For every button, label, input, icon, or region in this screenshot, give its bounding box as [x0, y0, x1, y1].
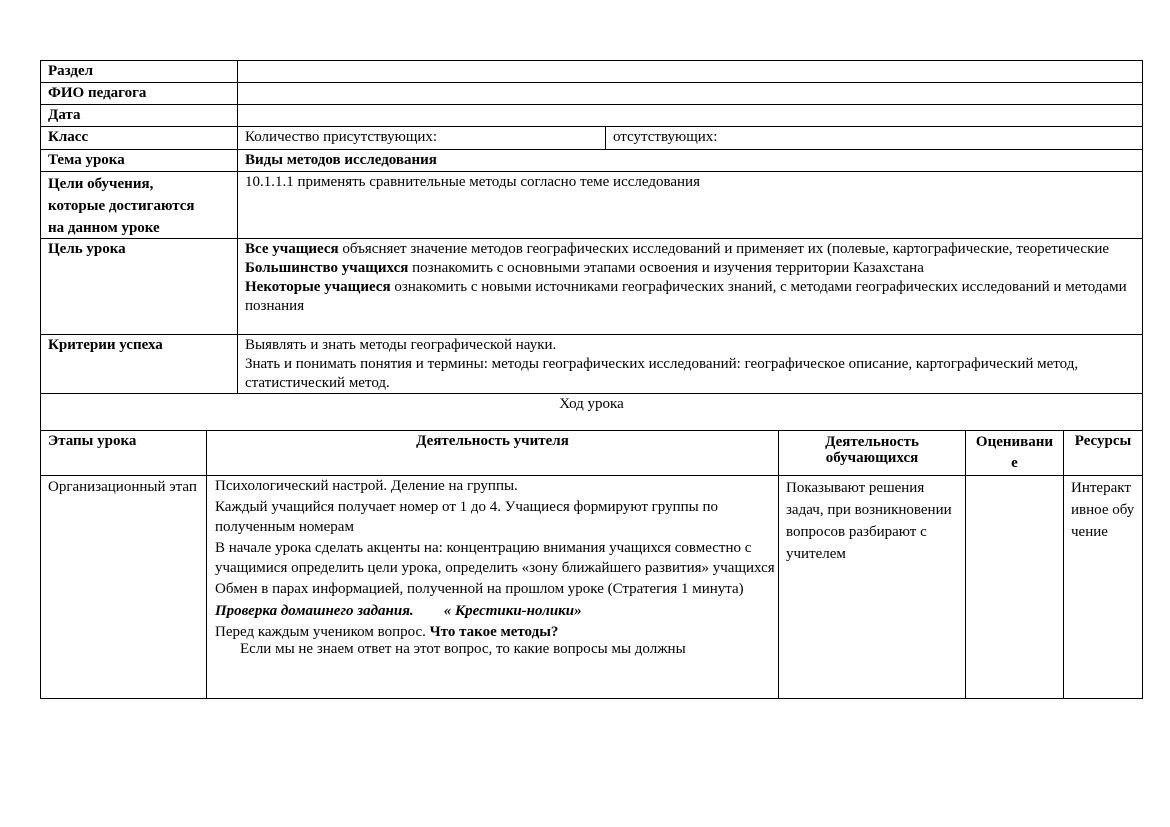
lesson-flow-heading: Ход урока	[40, 393, 1143, 431]
teacher-label: ФИО педагога	[40, 82, 238, 105]
col-student-activity: Деятельность обучающихся	[778, 430, 966, 476]
resources-cell: Интерактивное обучение	[1063, 475, 1143, 699]
homework-check: Проверка домашнего задания. « Крестики-нолики»	[215, 603, 582, 619]
objectives-label	[40, 171, 238, 239]
section-value[interactable]	[237, 60, 1143, 83]
class-label: Класс	[40, 126, 238, 150]
present-count[interactable]: Количество присутствующих:	[237, 126, 606, 150]
criteria-label: Критерии успеха	[40, 334, 238, 394]
goal-most-label: Большинство учащихся	[245, 260, 409, 276]
assessment-cell[interactable]	[965, 475, 1064, 699]
teacher-p2: Каждый учащийся получает номер от 1 до 4. Учащиеся формируют группы по полученным номерам	[215, 499, 719, 535]
goal-most	[245, 259, 1135, 278]
goal-all-text: объясняет значение методов географических исследований и применяет их (полевые, картографические, теоретические	[338, 241, 1110, 257]
criteria-line: Выявлять и знать методы географической науки.	[245, 337, 557, 353]
teacher-p3: В начале урока сделать акценты на: концентрацию внимания учащихся совместно с учащимися определить цели урока, определить «зону ближайшего развития» учащихся	[215, 540, 775, 576]
objectives-label-line: Цели обучения,	[48, 176, 154, 192]
topic-label: Тема урока	[40, 149, 238, 172]
col-teacher-activity: Деятельность учителя	[206, 430, 779, 476]
criteria-line: Знать и понимать понятия и термины: методы географических исследований: географическое описание, картографический метод, статистический метод.	[245, 356, 1079, 391]
goal-value	[237, 238, 1143, 335]
teacher-p7: Если мы не знаем ответ на этот вопрос, то какие вопросы мы должны	[240, 641, 686, 657]
teacher-p4: Обмен в парах информацией, полученной на прошлом уроке (Стратегия 1 минута)	[215, 581, 744, 597]
date-label: Дата	[40, 104, 238, 127]
teacher-p6: Перед каждым учеником вопрос. Что такое методы?	[215, 624, 559, 640]
student-activity-cell: Показывают решения задач, при возникновении вопросов разбирают с учителем	[778, 475, 966, 699]
goal-some-label: Некоторые учащиеся	[245, 279, 391, 295]
date-value[interactable]	[237, 104, 1143, 127]
objectives-value: 10.1.1.1 применять сравнительные методы согласно теме исследования	[237, 171, 1143, 239]
col-resources: Ресурсы	[1063, 430, 1143, 476]
objectives-label-line: на данном уроке	[48, 220, 160, 236]
absent-count[interactable]: отсутствующих:	[605, 126, 1143, 150]
goal-label: Цель урока	[40, 238, 238, 335]
col-assessment: Оценивание	[965, 430, 1064, 476]
teacher-activity-cell	[206, 475, 779, 699]
stage-cell: Организационный этап	[40, 475, 207, 699]
criteria-value	[237, 334, 1143, 394]
goal-all	[245, 240, 1135, 259]
goal-some	[245, 278, 1135, 316]
goal-most-text: познакомить с основными этапами освоения и изучения территории Казахстана	[408, 260, 924, 276]
teacher-value[interactable]	[237, 82, 1143, 105]
goal-some-text: ознакомить с новыми источниками географических знаний, с методами географических исследований и методами познания	[245, 279, 1127, 314]
topic-value: Виды методов исследования	[237, 149, 1143, 172]
goal-all-label: Все учащиеся	[245, 241, 339, 257]
teacher-p1: Психологический настрой. Деление на группы.	[215, 478, 518, 494]
section-label: Раздел	[40, 60, 238, 83]
objectives-label-line: которые достигаются	[48, 198, 195, 214]
col-stages: Этапы урока	[40, 430, 207, 476]
